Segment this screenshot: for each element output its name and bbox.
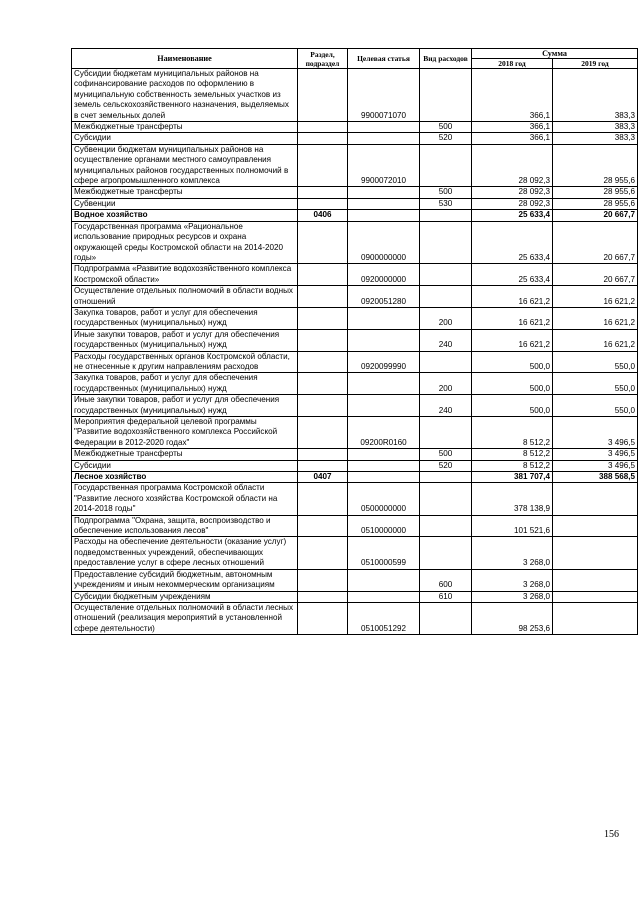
row-target: 9900071070 (348, 69, 420, 122)
row-target: 0500000000 (348, 483, 420, 515)
row-sum-2018: 25 633,4 (472, 264, 553, 286)
row-sum-2018: 16 621,2 (472, 307, 553, 329)
table-row (72, 483, 638, 515)
row-name: Государственная программа Костромской области "Развитие лесного хозяйства Костромской области на 2014-2018 годы" (72, 483, 298, 515)
row-target (348, 187, 420, 198)
header-year-2018: 2018 год (472, 59, 553, 69)
row-sum-2019 (553, 591, 638, 602)
row-section (298, 221, 348, 264)
row-name: Подпрограмма "Охрана, защита, воспроизводство и обеспечение использования лесов" (72, 515, 298, 537)
row-target: 09200R0160 (348, 417, 420, 449)
row-target: 9900072010 (348, 144, 420, 187)
row-sum-2019: 550,0 (553, 395, 638, 417)
row-expense: 200 (420, 373, 472, 395)
row-expense (420, 210, 472, 221)
row-sum-2019: 3 496,5 (553, 449, 638, 460)
row-section (298, 187, 348, 198)
table-row (72, 210, 638, 221)
row-sum-2018: 25 633,4 (472, 210, 553, 221)
row-name: Иные закупки товаров, работ и услуг для обеспечения государственных (муниципальных) нужд (72, 395, 298, 417)
row-expense (420, 286, 472, 308)
row-sum-2018: 28 092,3 (472, 144, 553, 187)
row-name: Субвенции (72, 198, 298, 209)
row-name: Межбюджетные трансферты (72, 449, 298, 460)
row-section (298, 69, 348, 122)
row-section (298, 286, 348, 308)
table-row (72, 569, 638, 591)
row-name: Закупка товаров, работ и услуг для обеспечения государственных (муниципальных) нужд (72, 307, 298, 329)
table-row (72, 351, 638, 373)
row-expense (420, 602, 472, 634)
row-sum-2019: 16 621,2 (553, 286, 638, 308)
row-expense: 200 (420, 307, 472, 329)
table-row (72, 602, 638, 634)
row-sum-2019: 550,0 (553, 373, 638, 395)
table-row (72, 133, 638, 144)
row-name: Межбюджетные трансферты (72, 187, 298, 198)
row-sum-2018: 366,1 (472, 69, 553, 122)
row-sum-2018: 3 268,0 (472, 591, 553, 602)
row-target: 0920000000 (348, 264, 420, 286)
row-expense (420, 515, 472, 537)
row-sum-2018: 28 092,3 (472, 198, 553, 209)
header-target: Целевая статья (348, 49, 420, 69)
row-section (298, 515, 348, 537)
row-name: Субсидии бюджетам муниципальных районов на софинансирование расходов по оформлению в муниципальную собственность земельных участков из земель сельскохозяйственного назначения, выделяемых в счет земельных долей (72, 69, 298, 122)
row-sum-2018: 16 621,2 (472, 286, 553, 308)
row-section (298, 264, 348, 286)
table-row (72, 417, 638, 449)
row-target: 0510000000 (348, 515, 420, 537)
row-section (298, 460, 348, 471)
row-sum-2019: 383,3 (553, 122, 638, 133)
table-row (72, 515, 638, 537)
row-sum-2018: 8 512,2 (472, 460, 553, 471)
row-name: Межбюджетные трансферты (72, 122, 298, 133)
row-section (298, 198, 348, 209)
row-sum-2019 (553, 602, 638, 634)
table-row (72, 198, 638, 209)
row-sum-2019 (553, 569, 638, 591)
row-section: 0406 (298, 210, 348, 221)
row-section (298, 569, 348, 591)
budget-table (71, 48, 638, 635)
row-sum-2018: 98 253,6 (472, 602, 553, 634)
table-row (72, 329, 638, 351)
row-sum-2019: 3 496,5 (553, 417, 638, 449)
row-sum-2019 (553, 537, 638, 569)
row-target (348, 460, 420, 471)
row-target (348, 122, 420, 133)
row-sum-2018: 101 521,6 (472, 515, 553, 537)
row-target: 0510051292 (348, 602, 420, 634)
row-name: Лесное хозяйство (72, 472, 298, 483)
table-row (72, 286, 638, 308)
row-expense: 240 (420, 395, 472, 417)
row-sum-2018: 366,1 (472, 122, 553, 133)
row-expense (420, 417, 472, 449)
row-sum-2019: 20 667,7 (553, 264, 638, 286)
row-expense (420, 537, 472, 569)
row-name: Субсидии бюджетным учреждениям (72, 591, 298, 602)
table-row (72, 69, 638, 122)
row-name: Осуществление отдельных полномочий в области лесных отношений (реализация мероприятий в установленной сфере деятельности) (72, 602, 298, 634)
table-row (72, 537, 638, 569)
row-sum-2018: 500,0 (472, 395, 553, 417)
row-name: Иные закупки товаров, работ и услуг для обеспечения государственных (муниципальных) нужд (72, 329, 298, 351)
row-sum-2018: 500,0 (472, 373, 553, 395)
header-expense: Вид расходов (420, 49, 472, 69)
row-sum-2018: 16 621,2 (472, 329, 553, 351)
row-sum-2019: 20 667,7 (553, 210, 638, 221)
row-target (348, 133, 420, 144)
row-expense: 500 (420, 122, 472, 133)
row-expense (420, 69, 472, 122)
table-row (72, 449, 638, 460)
row-sum-2019: 28 955,6 (553, 187, 638, 198)
row-sum-2019: 20 667,7 (553, 221, 638, 264)
row-sum-2018: 381 707,4 (472, 472, 553, 483)
row-target (348, 198, 420, 209)
row-section (298, 351, 348, 373)
budget-sheet (71, 48, 638, 635)
row-section (298, 483, 348, 515)
table-row (72, 221, 638, 264)
table-row (72, 472, 638, 483)
row-section (298, 591, 348, 602)
row-target (348, 329, 420, 351)
table-row (72, 144, 638, 187)
row-name: Мероприятия федеральной целевой программы "Развитие водохозяйственного комплекса Российской Федерации в 2012-2020 годах" (72, 417, 298, 449)
row-section (298, 122, 348, 133)
row-sum-2018: 8 512,2 (472, 449, 553, 460)
row-name: Государственная программа «Рациональное использование природных ресурсов и охрана окружающей среды Костромской области на 2014-2020 годы» (72, 221, 298, 264)
row-target (348, 307, 420, 329)
row-target (348, 569, 420, 591)
row-sum-2019: 16 621,2 (553, 329, 638, 351)
row-sum-2018: 3 268,0 (472, 537, 553, 569)
row-sum-2018: 25 633,4 (472, 221, 553, 264)
header-name: Наименование (72, 49, 298, 69)
row-name: Осуществление отдельных полномочий в области водных отношений (72, 286, 298, 308)
row-sum-2019: 550,0 (553, 351, 638, 373)
row-expense (420, 483, 472, 515)
row-sum-2019 (553, 515, 638, 537)
row-sum-2019: 16 621,2 (553, 307, 638, 329)
row-target (348, 395, 420, 417)
row-section (298, 602, 348, 634)
row-name: Подпрограмма «Развитие водохозяйственного комплекса Костромской области» (72, 264, 298, 286)
row-sum-2019: 28 955,6 (553, 198, 638, 209)
row-section (298, 395, 348, 417)
page-number: 156 (604, 829, 619, 840)
table-row (72, 373, 638, 395)
row-section (298, 537, 348, 569)
table-row (72, 307, 638, 329)
row-sum-2019: 3 496,5 (553, 460, 638, 471)
row-sum-2019 (553, 483, 638, 515)
row-expense (420, 264, 472, 286)
row-sum-2019: 388 568,5 (553, 472, 638, 483)
row-sum-2018: 8 512,2 (472, 417, 553, 449)
row-section (298, 449, 348, 460)
row-section (298, 373, 348, 395)
header-sum: Сумма (472, 49, 638, 59)
row-name: Субсидии (72, 133, 298, 144)
table-header (72, 49, 638, 69)
row-name: Закупка товаров, работ и услуг для обеспечения государственных (муниципальных) нужд (72, 373, 298, 395)
row-target: 0900000000 (348, 221, 420, 264)
row-expense (420, 472, 472, 483)
row-target (348, 210, 420, 221)
row-sum-2019: 383,3 (553, 133, 638, 144)
row-sum-2019: 383,3 (553, 69, 638, 122)
row-name: Субвенции бюджетам муниципальных районов на осуществление органами местного самоуправления муниципальных районов государственных полномочий в сфере агропромышленного комплекса (72, 144, 298, 187)
row-section (298, 144, 348, 187)
table-row (72, 122, 638, 133)
row-expense: 500 (420, 187, 472, 198)
row-expense: 530 (420, 198, 472, 209)
table-row (72, 187, 638, 198)
row-target (348, 591, 420, 602)
table-row (72, 264, 638, 286)
row-expense: 500 (420, 449, 472, 460)
row-target (348, 472, 420, 483)
row-name: Расходы государственных органов Костромской области, не отнесенные к другим направлениям расходов (72, 351, 298, 373)
row-target (348, 449, 420, 460)
row-sum-2018: 28 092,3 (472, 187, 553, 198)
table-row (72, 460, 638, 471)
row-expense (420, 351, 472, 373)
table-row (72, 395, 638, 417)
row-sum-2018: 378 138,9 (472, 483, 553, 515)
row-name: Предоставление субсидий бюджетным, автономным учреждениям и иным некоммерческим организациям (72, 569, 298, 591)
row-expense: 610 (420, 591, 472, 602)
row-sum-2018: 500,0 (472, 351, 553, 373)
row-section (298, 133, 348, 144)
row-target: 0920099990 (348, 351, 420, 373)
row-expense: 520 (420, 460, 472, 471)
row-expense (420, 144, 472, 187)
table-row (72, 591, 638, 602)
row-name: Водное хозяйство (72, 210, 298, 221)
row-name: Субсидии (72, 460, 298, 471)
table-body (72, 69, 638, 635)
row-section (298, 329, 348, 351)
row-sum-2018: 3 268,0 (472, 569, 553, 591)
row-sum-2019: 28 955,6 (553, 144, 638, 187)
row-expense: 240 (420, 329, 472, 351)
row-name: Расходы на обеспечение деятельности (оказание услуг) подведомственных учреждений, обеспечивающих предоставление услуг в сфере лесных отношений (72, 537, 298, 569)
row-section (298, 417, 348, 449)
header-year-2019: 2019 год (553, 59, 638, 69)
row-target: 0920051280 (348, 286, 420, 308)
row-target: 0510000599 (348, 537, 420, 569)
row-sum-2018: 366,1 (472, 133, 553, 144)
row-expense: 600 (420, 569, 472, 591)
row-expense: 520 (420, 133, 472, 144)
row-target (348, 373, 420, 395)
row-section (298, 307, 348, 329)
header-section: Раздел, подраздел (298, 49, 348, 69)
row-section: 0407 (298, 472, 348, 483)
row-expense (420, 221, 472, 264)
